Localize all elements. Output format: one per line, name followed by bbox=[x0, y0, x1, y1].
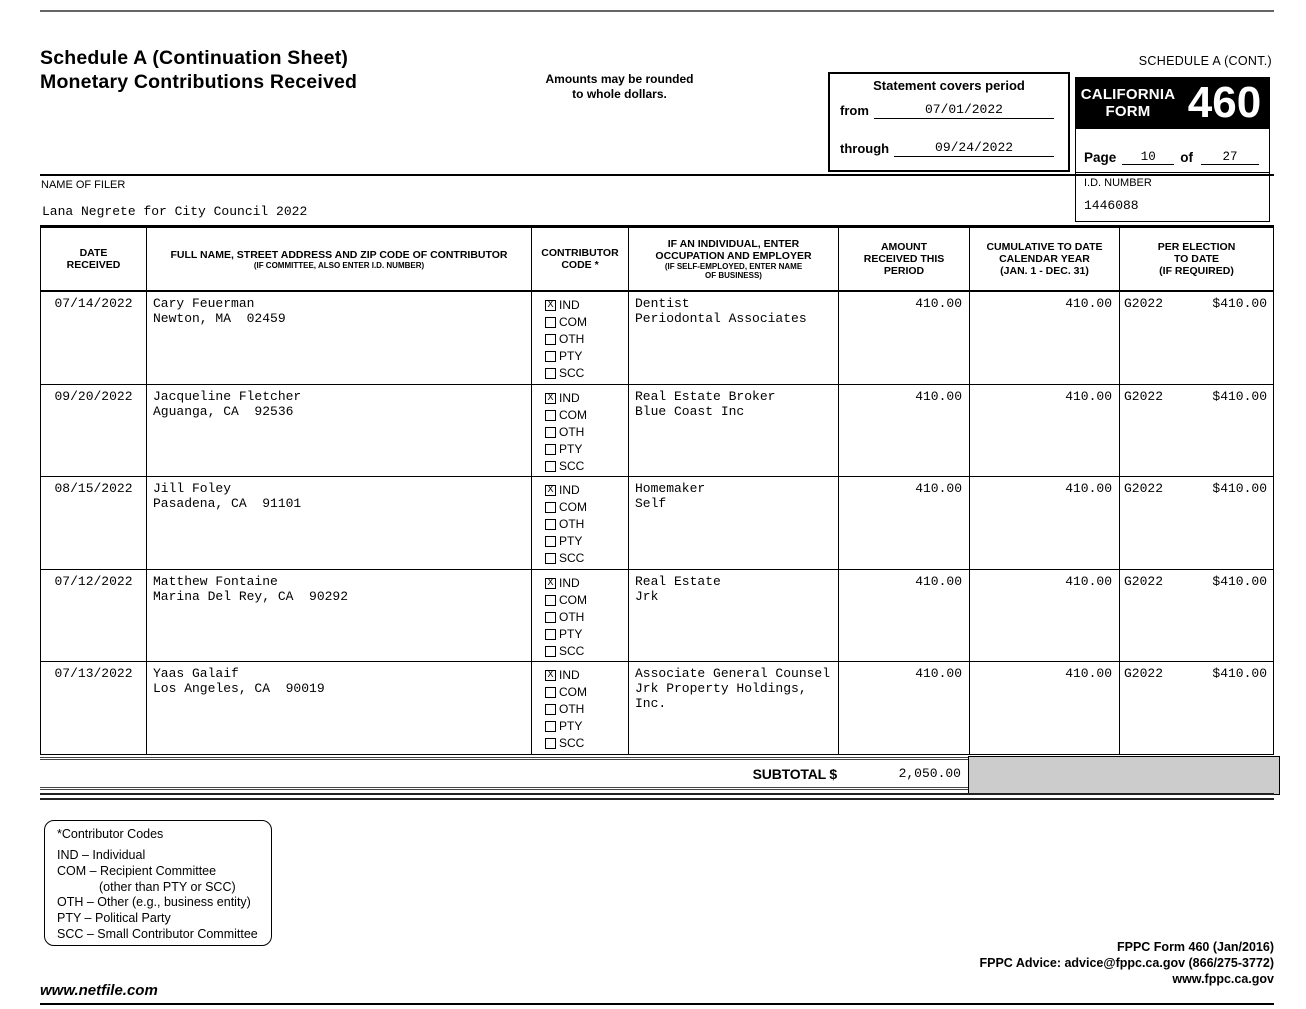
statement-period-title: Statement covers period bbox=[873, 78, 1025, 93]
checkbox-icon[interactable] bbox=[545, 444, 556, 455]
code-option-label: COM bbox=[559, 592, 587, 607]
legend-line: (other than PTY or SCC) bbox=[99, 879, 236, 894]
code-option-ind bbox=[545, 575, 626, 592]
page-title bbox=[40, 46, 357, 94]
from-label: from bbox=[840, 103, 869, 118]
contributor-name-cell: Cary Feuerman Newton, MA 02459 bbox=[146, 292, 531, 384]
code-option-label: SCC bbox=[559, 551, 585, 565]
code-option-com bbox=[545, 314, 626, 331]
date-received-cell: 07/12/2022 bbox=[54, 573, 133, 589]
legend-line: IND – Individual bbox=[57, 848, 146, 862]
code-option-label: OTH bbox=[559, 702, 585, 716]
checkbox-icon[interactable] bbox=[545, 536, 556, 547]
rounding-note: Amounts may be rounded to whole dollars. bbox=[545, 72, 694, 101]
checkbox-icon[interactable] bbox=[545, 427, 556, 438]
code-option-label: COM bbox=[559, 315, 587, 329]
legend-title: *Contributor Codes bbox=[57, 827, 164, 841]
page-title-line1: Schedule A (Continuation Sheet) bbox=[40, 47, 349, 69]
code-option-label: IND bbox=[559, 390, 580, 405]
code-option-scc bbox=[545, 643, 626, 660]
code-option-label: PTY bbox=[559, 441, 583, 456]
checkbox-icon[interactable] bbox=[545, 368, 556, 379]
checkbox-icon[interactable] bbox=[545, 612, 556, 623]
code-option-oth bbox=[545, 331, 626, 348]
col-header-cumulative: CUMULATIVE TO DATE CALENDAR YEAR (JAN. 1 - DEC. 31) bbox=[969, 228, 1119, 290]
through-date-field[interactable]: 09/24/2022 bbox=[894, 140, 1054, 157]
col-header-date-received: DATE RECEIVED bbox=[66, 247, 121, 271]
name-of-filer-label: NAME OF FILER bbox=[41, 179, 126, 191]
fppc-advice-line: FPPC Advice: advice@fppc.ca.gov (866/275-3772) bbox=[979, 956, 1274, 970]
code-option-label: SCC bbox=[559, 458, 585, 473]
code-option-pty bbox=[545, 441, 626, 458]
contributor-code-cell bbox=[531, 477, 628, 569]
code-option-ind bbox=[545, 297, 626, 314]
checkbox-icon[interactable] bbox=[545, 317, 556, 328]
election-code: G2022 bbox=[1124, 573, 1164, 589]
id-number-value: 1446088 bbox=[1084, 198, 1139, 213]
amount-received-cell: 410.00 bbox=[838, 477, 969, 569]
contributor-name-cell: Yaas Galaif Los Angeles, CA 90019 bbox=[146, 662, 531, 754]
checkbox-icon[interactable] bbox=[545, 519, 556, 530]
code-option-label: COM bbox=[559, 407, 587, 422]
code-option-oth bbox=[545, 609, 626, 626]
contributor-code-cell bbox=[531, 570, 628, 662]
date-received-cell: 07/13/2022 bbox=[54, 666, 133, 681]
election-amount: $410.00 bbox=[1212, 481, 1267, 496]
checkbox-checked-icon[interactable]: X bbox=[545, 485, 556, 496]
election-code: G2022 bbox=[1124, 666, 1164, 681]
date-received-cell: 08/15/2022 bbox=[54, 481, 133, 496]
code-option-label: COM bbox=[559, 500, 587, 514]
code-option-label: IND bbox=[559, 483, 580, 497]
code-option-label: OTH bbox=[559, 332, 585, 346]
cumulative-to-date-cell: 410.00 bbox=[969, 385, 1119, 477]
legend-lines bbox=[57, 848, 267, 943]
code-option-pty bbox=[545, 533, 626, 550]
legend-line: OTH – Other (e.g., business entity) bbox=[57, 895, 251, 910]
page-number-box bbox=[1076, 129, 1269, 173]
legend-line: SCC – Small Contributor Committee bbox=[57, 926, 258, 941]
code-option-scc bbox=[545, 550, 626, 567]
checkbox-icon[interactable] bbox=[545, 721, 556, 732]
fppc-footer bbox=[980, 939, 1275, 987]
code-option-label: PTY bbox=[559, 534, 583, 548]
table-row bbox=[41, 570, 1273, 663]
code-option-label: IND bbox=[559, 298, 580, 312]
table-body bbox=[41, 292, 1273, 755]
table-row bbox=[41, 477, 1273, 570]
election-amount: $410.00 bbox=[1212, 296, 1267, 311]
col-header-contributor-code: CONTRIBUTOR CODE * bbox=[531, 228, 628, 290]
subtotal-shaded-box bbox=[968, 756, 1280, 795]
checkbox-checked-icon[interactable]: X bbox=[545, 578, 556, 589]
cumulative-to-date-cell: 410.00 bbox=[969, 477, 1119, 569]
code-option-label: SCC bbox=[559, 736, 585, 750]
from-date-field[interactable]: 07/01/2022 bbox=[874, 102, 1054, 119]
date-received-cell: 09/20/2022 bbox=[54, 388, 133, 404]
checkbox-icon[interactable] bbox=[545, 687, 556, 698]
code-option-oth bbox=[545, 701, 626, 718]
per-election-cell bbox=[1119, 385, 1273, 477]
name-of-filer-value: Lana Negrete for City Council 2022 bbox=[42, 204, 308, 219]
checkbox-icon[interactable] bbox=[545, 704, 556, 715]
california-form-460-badge bbox=[1076, 78, 1269, 129]
checkbox-checked-icon[interactable]: X bbox=[545, 300, 556, 311]
table-header-row bbox=[41, 228, 1273, 292]
subtotal-row bbox=[40, 757, 1274, 790]
amount-received-cell: 410.00 bbox=[838, 570, 969, 662]
contributor-code-cell bbox=[531, 292, 628, 384]
code-option-com bbox=[545, 592, 626, 609]
page-label: Page bbox=[1084, 150, 1117, 165]
col-header-amount-received: AMOUNT RECEIVED THIS PERIOD bbox=[838, 228, 969, 290]
contributions-table bbox=[40, 225, 1274, 755]
date-received-cell: 07/14/2022 bbox=[54, 296, 133, 311]
cumulative-to-date-cell: 410.00 bbox=[969, 292, 1119, 384]
occupation-employer-cell: Real Estate Broker Blue Coast Inc bbox=[628, 385, 838, 477]
code-option-pty bbox=[545, 348, 626, 365]
subtotal-value: 2,050.00 bbox=[898, 766, 961, 781]
checkbox-icon[interactable] bbox=[545, 334, 556, 345]
statement-period-box bbox=[828, 72, 1070, 172]
checkbox-icon[interactable] bbox=[545, 461, 556, 472]
per-election-cell bbox=[1119, 570, 1273, 662]
page-number-field[interactable]: 10 bbox=[1122, 150, 1174, 165]
code-option-oth bbox=[545, 516, 626, 533]
amount-received-cell: 410.00 bbox=[838, 292, 969, 384]
contributor-codes-legend bbox=[44, 820, 272, 946]
checkbox-icon[interactable] bbox=[545, 738, 556, 749]
code-option-label: COM bbox=[559, 685, 587, 699]
occupation-employer-cell: Associate General Counsel Jrk Property Holdings, Inc. bbox=[628, 662, 838, 754]
code-option-com bbox=[545, 499, 626, 516]
code-option-pty bbox=[545, 626, 626, 643]
badge-form-number: 460 bbox=[1187, 78, 1262, 127]
code-option-com bbox=[545, 684, 626, 701]
election-code: G2022 bbox=[1124, 296, 1164, 311]
form-id-column bbox=[1075, 77, 1270, 222]
badge-state: CALIFORNIA bbox=[1080, 86, 1176, 103]
code-option-label: PTY bbox=[559, 719, 583, 733]
code-option-scc bbox=[545, 365, 626, 382]
bottom-rule bbox=[40, 1003, 1274, 1005]
election-code: G2022 bbox=[1124, 388, 1164, 404]
schedule-tag: SCHEDULE A (CONT.) bbox=[1138, 54, 1272, 68]
occupation-employer-cell: Real Estate Jrk bbox=[628, 570, 838, 662]
code-option-com bbox=[545, 407, 626, 424]
checkbox-checked-icon[interactable]: X bbox=[545, 393, 556, 404]
code-option-label: OTH bbox=[559, 424, 585, 439]
fppc-form-version: FPPC Form 460 (Jan/2016) bbox=[1116, 940, 1274, 954]
total-pages-field[interactable]: 27 bbox=[1201, 150, 1259, 165]
amount-received-cell: 410.00 bbox=[838, 662, 969, 754]
col-header-contributor: FULL NAME, STREET ADDRESS AND ZIP CODE OF CONTRIBUTOR (IF COMMITTEE, ALSO ENTER I.D. NUMBER) bbox=[146, 228, 531, 290]
checkbox-icon[interactable] bbox=[545, 410, 556, 421]
election-amount: $410.00 bbox=[1212, 573, 1267, 589]
contributor-name-cell: Matthew Fontaine Marina Del Rey, CA 90292 bbox=[146, 570, 531, 662]
col-header-occupation-employer: IF AN INDIVIDUAL, ENTER OCCUPATION AND EMPLOYER (IF SELF-EMPLOYED, ENTER NAME OF BUSINESS) bbox=[628, 228, 838, 290]
cumulative-to-date-cell: 410.00 bbox=[969, 570, 1119, 662]
filer-band-rule bbox=[40, 174, 1274, 176]
code-option-label: PTY bbox=[559, 349, 583, 363]
code-option-ind bbox=[545, 667, 626, 684]
contributor-name-cell: Jacqueline Fletcher Aguanga, CA 92536 bbox=[146, 385, 531, 477]
amount-received-cell: 410.00 bbox=[838, 385, 969, 477]
legend-line: PTY – Political Party bbox=[57, 911, 171, 926]
checkbox-icon[interactable] bbox=[545, 629, 556, 640]
election-amount: $410.00 bbox=[1212, 666, 1267, 681]
table-row bbox=[41, 662, 1273, 755]
top-rule bbox=[40, 10, 1274, 12]
subtotal-label: SUBTOTAL $ bbox=[752, 765, 837, 782]
of-label: of bbox=[1180, 150, 1194, 165]
contributor-code-cell bbox=[531, 662, 628, 754]
code-option-label: IND bbox=[559, 575, 580, 590]
checkbox-icon[interactable] bbox=[545, 646, 556, 657]
code-option-scc bbox=[545, 735, 626, 752]
per-election-cell bbox=[1119, 292, 1273, 384]
checkbox-icon[interactable] bbox=[545, 553, 556, 564]
code-option-scc bbox=[545, 458, 626, 475]
id-number-box bbox=[1076, 173, 1269, 213]
netfile-watermark: www.netfile.com bbox=[40, 982, 158, 999]
code-option-ind bbox=[545, 482, 626, 499]
id-number-label: I.D. NUMBER bbox=[1084, 177, 1152, 189]
cumulative-to-date-cell: 410.00 bbox=[969, 662, 1119, 754]
code-option-pty bbox=[545, 718, 626, 735]
col-header-per-election: PER ELECTION TO DATE (IF REQUIRED) bbox=[1119, 228, 1273, 290]
code-option-label: IND bbox=[559, 668, 580, 682]
contributor-name-cell: Jill Foley Pasadena, CA 91101 bbox=[146, 477, 531, 569]
code-option-oth bbox=[545, 424, 626, 441]
table-bottom-rule bbox=[40, 793, 1274, 800]
contributor-code-cell bbox=[531, 385, 628, 477]
code-option-label: PTY bbox=[559, 626, 583, 641]
code-option-ind bbox=[545, 390, 626, 407]
legend-line: COM – Recipient Committee bbox=[57, 863, 217, 878]
page-title-line2: Monetary Contributions Received bbox=[40, 71, 358, 93]
code-option-label: SCC bbox=[559, 643, 585, 658]
checkbox-icon[interactable] bbox=[545, 595, 556, 606]
code-option-label: OTH bbox=[559, 517, 585, 531]
table-row bbox=[41, 385, 1273, 478]
occupation-employer-cell: Dentist Periodontal Associates bbox=[628, 292, 838, 384]
through-label: through bbox=[840, 141, 890, 156]
occupation-employer-cell: Homemaker Self bbox=[628, 477, 838, 569]
election-code: G2022 bbox=[1124, 481, 1164, 496]
table-row bbox=[41, 292, 1273, 385]
code-option-label: SCC bbox=[559, 366, 585, 380]
per-election-cell bbox=[1119, 662, 1273, 754]
per-election-cell bbox=[1119, 477, 1273, 569]
checkbox-icon[interactable] bbox=[545, 502, 556, 513]
badge-form-word: FORM bbox=[1105, 103, 1151, 120]
code-option-label: OTH bbox=[559, 609, 585, 624]
checkbox-icon[interactable] bbox=[545, 351, 556, 362]
fppc-website: www.fppc.ca.gov bbox=[1172, 972, 1274, 986]
checkbox-checked-icon[interactable]: X bbox=[545, 670, 556, 681]
election-amount: $410.00 bbox=[1212, 388, 1267, 404]
